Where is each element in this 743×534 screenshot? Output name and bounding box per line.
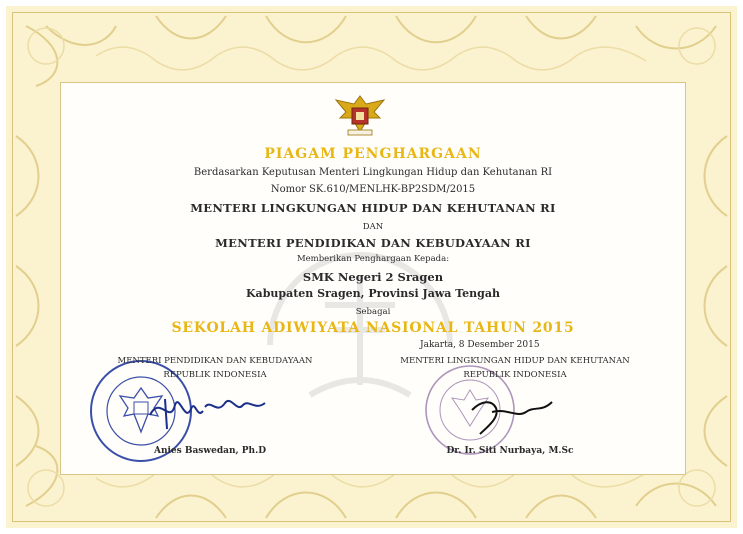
right-signatory-title-2: REPUBLIK INDONESIA: [463, 370, 567, 380]
right-signatory-title: MENTERI LINGKUNGAN HIDUP DAN KEHUTANAN: [400, 356, 630, 366]
signature-right: [462, 388, 557, 438]
garuda-emblem-icon: [330, 92, 390, 138]
issuer-environment-ministry: MENTERI LINGKUNGAN HIDUP DAN KEHUTANAN RI: [190, 201, 556, 215]
signature-left: [145, 385, 270, 435]
as-label: Sebagai: [355, 307, 391, 317]
decree-number: Nomor SK.610/MENLHK-BP2SDM/2015: [270, 184, 476, 195]
left-signatory-name: Anies Baswedan, Ph.D: [153, 446, 267, 456]
recipient-region: Kabupaten Sragen, Provinsi Jawa Tengah: [246, 287, 500, 300]
award-title: SEKOLAH ADIWIYATA NASIONAL TAHUN 2015: [171, 320, 575, 336]
place-date: Jakarta, 8 Desember 2015: [420, 340, 540, 350]
certificate-title: PIAGAM PENGHARGAAN: [264, 146, 482, 162]
recipient-name: SMK Negeri 2 Sragen: [302, 270, 444, 284]
given-to-label: Memberikan Penghargaan Kepada:: [296, 254, 450, 264]
left-signatory-title-2: REPUBLIK INDONESIA: [163, 370, 267, 380]
left-signatory-title: MENTERI PENDIDIKAN DAN KEBUDAYAAN: [117, 356, 313, 366]
right-signatory-name: Dr. Ir. Siti Nurbaya, M.Sc: [446, 446, 574, 456]
decree-basis-line: Berdasarkan Keputusan Menteri Lingkungan Hidup dan Kehutanan RI: [193, 167, 553, 178]
conjunction-text: DAN: [362, 222, 384, 232]
issuer-education-ministry: MENTERI PENDIDIKAN DAN KEBUDAYAAN RI: [215, 236, 531, 250]
